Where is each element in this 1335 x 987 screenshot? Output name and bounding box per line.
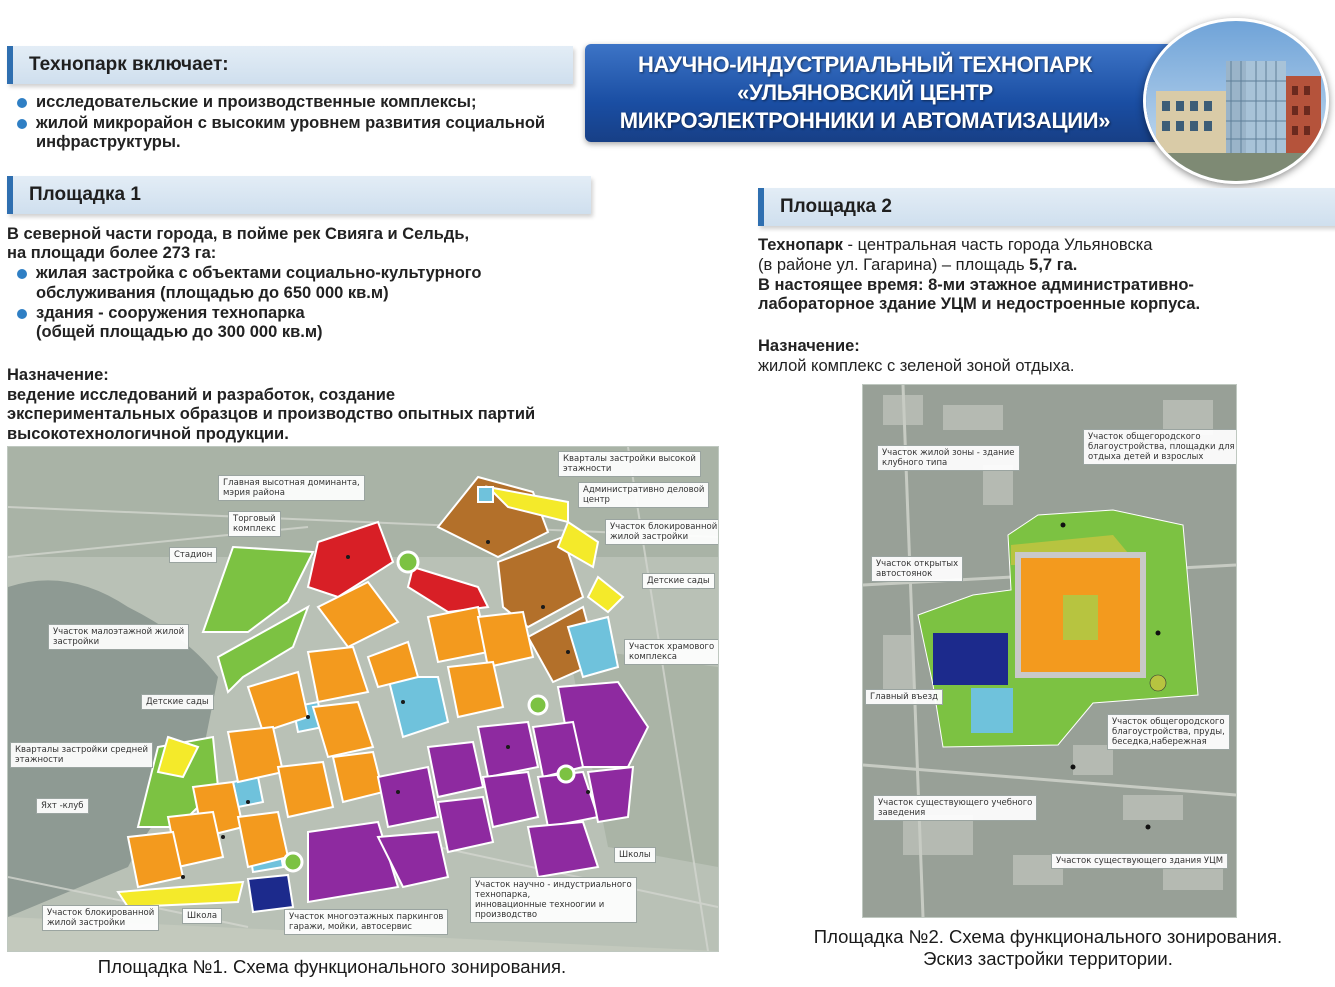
site1-bullet-1-cont: обслуживания (площадью до 650 000 кв.м) bbox=[36, 284, 389, 302]
site1-label-highrise: Кварталы застройки высокой этажности bbox=[558, 451, 701, 477]
site1-label-blocked-1: Участок блокированной жилой застройки bbox=[605, 519, 719, 545]
site1-purpose-2: экспериментальных образцов и производство опытных партий bbox=[7, 405, 536, 423]
site1-bullet-1: жилая застройка с объектами социально-культурного bbox=[14, 264, 482, 284]
site1-purpose-1: ведение исследований и разработок, создание bbox=[7, 386, 396, 404]
site1-label-yacht: Яхт -клуб bbox=[36, 798, 89, 814]
site2-line-4: лабораторное здание УЦМ и недостроенные корпуса. bbox=[758, 295, 1201, 313]
site2-label-entrance: Главный въезд bbox=[865, 689, 943, 705]
site1-map bbox=[7, 446, 719, 952]
site1-purpose-heading: Назначение: bbox=[7, 366, 109, 384]
site1-label-blocked-2: Участок блокированной жилой застройки bbox=[42, 905, 159, 931]
site2-map bbox=[862, 384, 1237, 918]
site1-label-stadium: Стадион bbox=[169, 547, 217, 563]
site2-label-club: Участок жилой зоны - здание клубного типа bbox=[877, 445, 1020, 471]
site1-label-admin: Административно деловой центр bbox=[578, 482, 709, 508]
site2-caption-1: Площадка №2. Схема функционального зонирования. bbox=[813, 926, 1283, 947]
includes-heading: Технопарк включает: bbox=[29, 54, 229, 75]
site1-label-temple: Участок храмового комплекса bbox=[624, 639, 719, 665]
site1-label-kindergarten-1: Детские сады bbox=[642, 573, 715, 589]
site2-header bbox=[758, 188, 1335, 226]
site2-line-1a: Технопарк bbox=[758, 236, 843, 254]
site2-line-1 bbox=[758, 236, 1152, 256]
site1-label-mall: Торговый комплекс bbox=[228, 511, 281, 537]
site1-header bbox=[7, 176, 591, 214]
site1-intro-1: В северной части города, в пойме рек Свияга и Сельдь, bbox=[7, 225, 470, 243]
site2-line-2b: 5,7 га. bbox=[1029, 256, 1078, 274]
site2-purpose: жилой комплекс с зеленой зоной отдыха. bbox=[758, 357, 1075, 375]
site2-label-school: Участок существующего учебного заведения bbox=[873, 795, 1037, 821]
site1-label-parking: Участок многоэтажных паркингов гаражи, мойки, автосервис bbox=[284, 909, 448, 935]
title-banner bbox=[585, 44, 1170, 142]
site1-caption: Площадка №1. Схема функционального зонирования. bbox=[97, 956, 567, 977]
site2-label-ponds: Участок общегородского благоустройства, пруды, беседка,набережная bbox=[1107, 714, 1230, 750]
site1-bullet-2: здания - сооружения технопарка bbox=[14, 304, 305, 324]
includes-bullet-2: жилой микрорайон с высоким уровнем развития социальной bbox=[14, 114, 545, 134]
site1-label-schools: Школы bbox=[614, 847, 656, 863]
site2-label-ucm: Участок существующего здания УЦМ bbox=[1051, 853, 1228, 869]
site2-line-1b: - центральная часть города Ульяновска bbox=[842, 236, 1153, 254]
includes-bullet-1: исследовательские и производственные комплексы; bbox=[14, 93, 477, 113]
site1-label-school: Школа bbox=[182, 908, 222, 924]
site2-line-3: В настоящее время: 8-ми этажное административно- bbox=[758, 276, 1194, 294]
site2-heading: Площадка 2 bbox=[780, 196, 892, 217]
site1-purpose-3: высокотехнологичной продукции. bbox=[7, 425, 289, 443]
site1-label-dominant: Главная высотная доминанта, мэрия района bbox=[218, 475, 365, 501]
site2-caption-2: Эскиз застройки территории. bbox=[923, 948, 1173, 969]
building-photo bbox=[1143, 18, 1329, 184]
title-line-3: МИКРОЭЛЕКТРОННИКИ И АВТОМАТИЗАЦИИ» bbox=[619, 108, 1111, 133]
site1-label-lowrise: Участок малоэтажной жилой застройки bbox=[48, 624, 189, 650]
site1-intro-2: на площади более 273 га: bbox=[7, 244, 217, 262]
site1-label-midrise: Кварталы застройки средней этажности bbox=[10, 742, 153, 768]
title-line-2: «УЛЬЯНОВСКИЙ ЦЕНТР bbox=[737, 80, 993, 105]
site2-purpose-heading: Назначение: bbox=[758, 337, 860, 355]
includes-bullet-2-cont: инфраструктуры. bbox=[36, 133, 181, 151]
site2-label-recreation: Участок общегородского благоустройства, площадки для отдыха детей и взрослых bbox=[1083, 429, 1237, 465]
title-line-1: НАУЧНО-ИНДУСТРИАЛЬНЫЙ ТЕХНОПАРК bbox=[637, 52, 1093, 77]
site2-line-2a: (в районе ул. Гагарина) – площадь bbox=[758, 256, 1030, 274]
includes-header bbox=[7, 46, 573, 84]
site1-label-technopark: Участок научно - индустриального технопарка, инновационные техноогии и производство bbox=[470, 877, 637, 923]
site1-label-kindergarten-2: Детские сады bbox=[141, 694, 214, 710]
site2-line-2 bbox=[758, 256, 1077, 276]
site2-label-parking: Участок открытых автостоянок bbox=[871, 556, 963, 582]
site1-bullet-2-cont: (общей площадью до 300 000 кв.м) bbox=[36, 323, 323, 341]
site1-heading: Площадка 1 bbox=[29, 184, 141, 205]
